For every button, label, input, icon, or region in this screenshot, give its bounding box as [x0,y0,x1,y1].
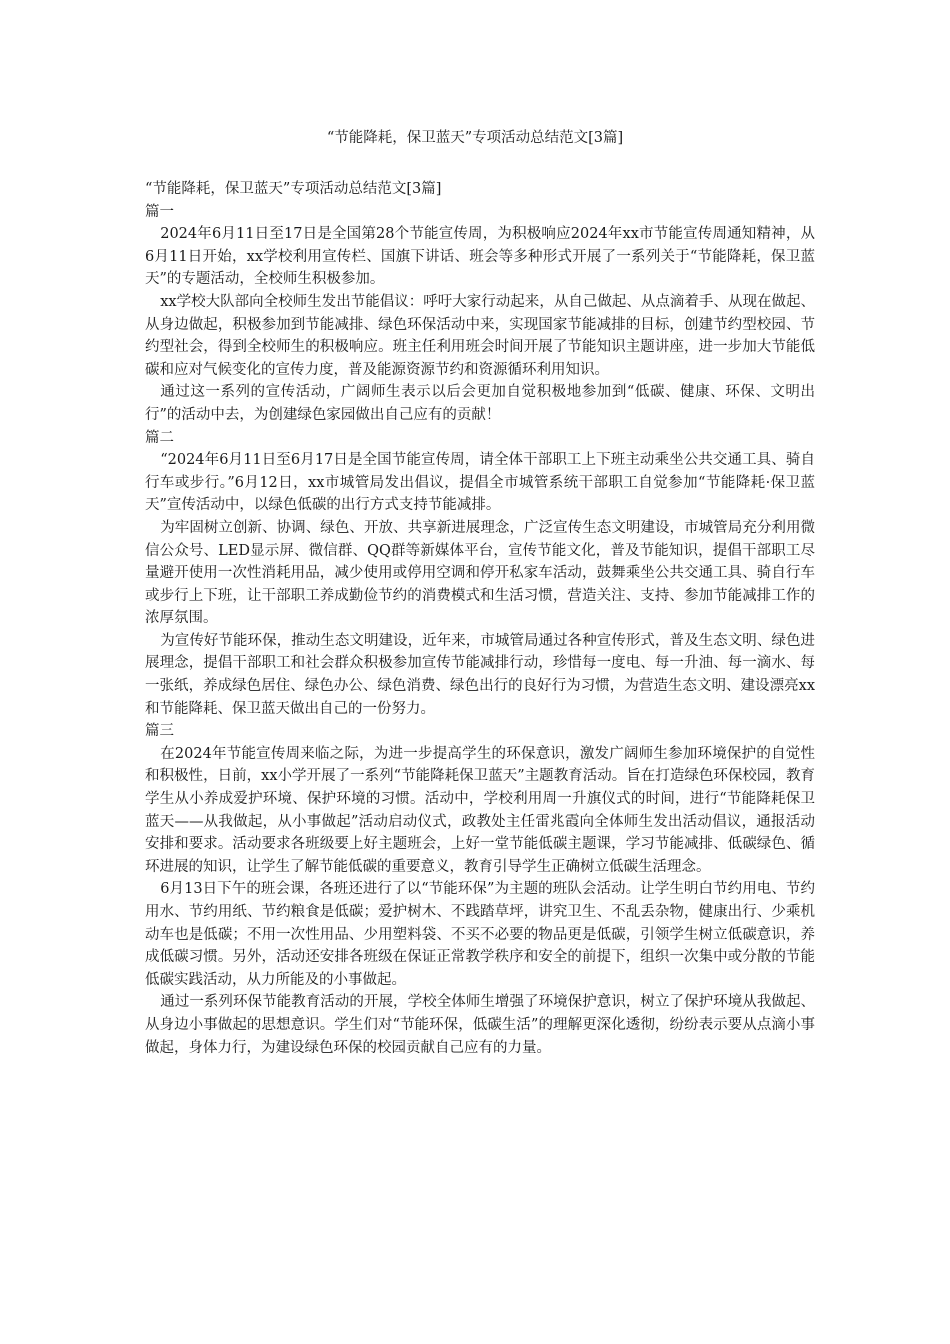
paragraph: 在2024年节能宣传周来临之际，为进一步提高学生的环保意识，激发广阔师生参加环境保护的自觉性和积极性，日前，xx小学开展了一系列“节能降耗保卫蓝天”主题教育活动。旨在打造绿色环保校园，教育学生从小养成爱护环境、保护环境的习惯。活动中，学校利用周一升旗仪式的时间，进行“节能降耗保卫蓝天——从我做起，从小事做起”活动启动仪式，政教处主任雷兆霞向全体师生发出活动倡议，通报活动安排和要求。活动要求各班级要上好主题班会，上好一堂节能低碳主题课，学习节能减排、低碳绿色、循环进展的知识，让学生了解节能低碳的重要意义，教育引导学生正确树立低碳生活理念。 [145,745,815,875]
document-body [145,178,815,1059]
paragraph: 6月13日下午的班会课，各班还进行了以“节能环保”为主题的班队会活动。让学生明白节约用电、节约用水、节约用纸、节约粮食是低碳；爱护树木、不践踏草坪，讲究卫生、不乱丢杂物，健康出行、少乘机动车也是低碳；不用一次性用品、少用塑料袋、不买不必要的物品更是低碳，引领学生树立低碳意识，养成低碳习惯。另外，活动还安排各班级在保证正常教学秩序和安全的前提下，组织一次集中或分散的节能低碳实践活动，从力所能及的小事做起。 [145,881,815,988]
paragraph: 通过一系列环保节能教育活动的开展，学校全体师生增强了环境保护意识，树立了保护环境从我做起、从身边小事做起的思想意识。学生们对“节能环保，低碳生活”的理解更深化透彻，纷纷表示要从点滴小事做起，身体力行，为建设绿色环保的校园贡献自己应有的力量。 [145,994,815,1056]
paragraph: “2024年6月11日至6月17日是全国节能宣传周，请全体干部职工上下班主动乘坐公共交通工具、骑自行车或步行。”6月12日，xx市城管局发出倡议，提倡全市城管系统干部职工自觉参加“节能降耗·保卫蓝天”宣传活动中，以绿色低碳的出行方式支持节能减排。 [145,452,815,514]
paragraph: 2024年6月11日至17日是全国第28个节能宣传周，为积极响应2024年xx市节能宣传周通知精神，从6月11日开始，xx学校利用宣传栏、国旗下讲话、班会等多种形式开展了一系列关于“节能降耗，保卫蓝天”的专题活动，全校师生积极参加。 [145,226,815,288]
paragraph: xx学校大队部向全校师生发出节能倡议：呼吁大家行动起来，从自己做起、从点滴着手、从现在做起、从身边做起，积极参加到节能减排、绿色环保活动中来，实现国家节能减排的目标，创建节约型校园、节约型社会，得到全校师生的积极响应。班主任利用班会时间开展了节能知识主题讲座，进一步加大节能低碳和应对气候变化的宣传力度，普及能源资源节约和资源循环利用知识。 [145,293,815,378]
paragraph: 通过这一系列的宣传活动，广阔师生表示以后会更加自觉积极地参加到“低碳、健康、环保、文明出行”的活动中去，为创建绿色家园做出自己应有的贡献！ [145,384,815,423]
paragraph: 为牢固树立创新、协调、绿色、开放、共享新进展理念，广泛宣传生态文明建设，市城管局充分利用微信公众号、LED显示屏、微信群、QQ群等新媒体平台，宣传节能文化，普及节能知识，提倡干部职工尽量避开使用一次性消耗用品，减少使用或停用空调和停开私家车活动，鼓舞乘坐公共交通工具、骑自行车或步行上下班，让干部职工养成勤俭节约的消费模式和生活习惯，营造关注、支持、参加节能减排工作的浓厚氛围。 [145,519,815,627]
section-label-3: 篇三 [145,723,174,740]
paragraph: 为宣传好节能环保，推动生态文明建设，近年来，市城管局通过各种宣传形式，普及生态文明、绿色进展理念，提倡干部职工和社会群众积极参加宣传节能减排行动，珍惜每一度电、每一升油、每一滴水、每一张纸，养成绿色居住、绿色办公、绿色消费、绿色出行的良好行为习惯，为营造生态文明、建设漂亮xx 和节能降耗、保卫蓝天做出自己的一份努力。 [145,632,815,717]
doc-heading: “节能降耗，保卫蓝天”专项活动总结范文[3篇] [145,181,442,197]
section-label-2: 篇二 [145,429,174,446]
section-label-1: 篇一 [145,203,174,220]
page-title: “节能降耗，保卫蓝天”专项活动总结范文[3篇] [326,130,624,146]
